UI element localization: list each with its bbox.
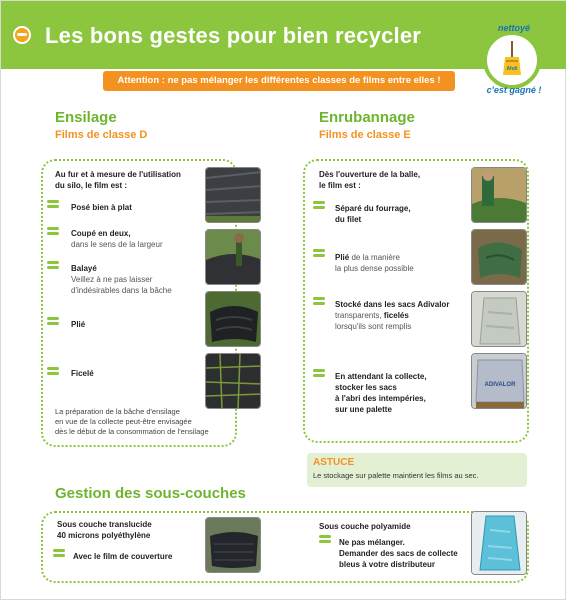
orange-circle-icon [13, 26, 31, 44]
photo-silage-folded [205, 291, 261, 347]
photo-film-folded [471, 229, 527, 285]
green-bullet-icon [319, 535, 331, 543]
enrubannage-intro [319, 169, 420, 191]
ensilage-item-3 [71, 263, 172, 296]
photo-silage-tied [205, 353, 261, 409]
ensilage-item-4-strong: Plié [71, 320, 86, 329]
green-bullet-icon [47, 200, 59, 208]
ensilage-intro-line-2: du silo, le film est : [55, 181, 128, 190]
ensilage-intro-line-1: Au fur et à mesure de l'utilisation [55, 170, 181, 179]
enrubannage-item-4 [335, 371, 427, 415]
enrubannage-item-1-line-2: du filet [335, 215, 362, 224]
sous-couche-right-line-1: Ne pas mélanger. [339, 538, 405, 547]
enrubannage-intro-line-1: Dès l'ouverture de la balle, [319, 170, 421, 179]
enrubannage-intro-line-2: le film est : [319, 181, 361, 190]
sous-couche-left-item [73, 551, 172, 562]
enrubannage-subtitle: Films de classe E [319, 129, 411, 141]
bag-label: ADIVALOR [484, 382, 516, 388]
green-bullet-icon [313, 369, 325, 377]
sous-couche-left-title [57, 519, 152, 541]
ensilage-item-3-light-2: d'indésirables dans la bâche [71, 286, 172, 295]
sous-couches-title: Gestion des sous-couches [55, 485, 246, 502]
green-bullet-icon [53, 549, 65, 557]
ensilage-item-4 [71, 319, 85, 330]
enrubannage-item-4-line-4: sur une palette [335, 405, 392, 414]
logo-bottom-text: c'est gagné ! [486, 85, 542, 95]
photo-adivalor-bag [471, 291, 527, 347]
photo-silage-film-flat [205, 167, 261, 223]
green-bullet-icon [47, 317, 59, 325]
ensilage-item-1 [71, 202, 132, 213]
enrubannage-item-1 [335, 203, 411, 225]
ensilage-item-2 [71, 228, 163, 250]
enrubannage-item-3 [335, 299, 449, 332]
ensilage-item-5 [71, 368, 94, 379]
photo-blue-collection-bag [471, 511, 527, 575]
nettoye-logo [477, 23, 545, 99]
sous-couche-right-line-2: Demander des sacs de collecte [339, 549, 458, 558]
enrubannage-item-2-light-2: la plus dense possible [335, 264, 414, 273]
ensilage-item-1-strong: Posé bien à plat [71, 203, 132, 212]
green-bullet-icon [313, 297, 325, 305]
broom-label: Ahdi [506, 66, 518, 72]
ensilage-note-line-1: La préparation de la bâche d'ensilage [55, 407, 180, 416]
enrubannage-item-2 [335, 252, 414, 274]
enrubannage-item-4-line-2: stocker les sacs [335, 383, 397, 392]
enrubannage-item-2-strong: Plié [335, 253, 350, 262]
ensilage-note-line-3: dès le début de la consommation de l'ensilage [55, 427, 209, 436]
photo-translucent-underlayer [205, 517, 261, 573]
astuce-box [307, 453, 527, 487]
ensilage-item-2-strong: Coupé en deux, [71, 229, 131, 238]
ensilage-item-3-light-1: Veillez à ne pas laisser [71, 275, 153, 284]
sous-couche-right-title: Sous couche polyamide [319, 522, 411, 531]
green-bullet-icon [47, 367, 59, 375]
ensilage-item-5-strong: Ficelé [71, 369, 94, 378]
page-title: Les bons gestes pour bien recycler [45, 23, 422, 48]
enrubannage-title: Enrubannage [319, 109, 415, 126]
photo-silage-cut [205, 229, 261, 285]
ensilage-note-line-2: en vue de la collecte peut-être envisagée [55, 417, 192, 426]
astuce-label: ASTUCE [313, 457, 355, 468]
enrubannage-item-3-strong: Stocké dans les sacs Adivalor [335, 300, 450, 309]
sous-couche-right-item [339, 537, 458, 570]
broom-icon [503, 41, 521, 75]
enrubannage-item-3-strong-b: ficelés [383, 311, 409, 320]
enrubannage-item-2-light-1: de la manière [349, 253, 400, 262]
logo-top-text: nettoyé [497, 23, 530, 33]
ensilage-item-3-strong: Balayé [71, 264, 97, 273]
enrubannage-item-4-line-3: à l'abri des intempéries, [335, 394, 426, 403]
green-bullet-icon [313, 249, 325, 257]
ensilage-item-2-light: dans le sens de la largeur [71, 240, 163, 249]
green-bullet-icon [47, 227, 59, 235]
photo-bale-opening [471, 167, 527, 223]
photo-bags-on-pallet [471, 353, 527, 409]
sous-couche-left-item-text: Avec le film de couverture [73, 552, 173, 561]
sous-couche-left-line-1: Sous couche translucide [57, 520, 152, 529]
astuce-text: Le stockage sur palette maintient les films au sec. [313, 471, 479, 480]
green-bullet-icon [47, 261, 59, 269]
ensilage-subtitle: Films de classe D [55, 129, 148, 141]
ensilage-intro [55, 169, 181, 191]
enrubannage-item-4-line-1: En attendant la collecte, [335, 372, 427, 381]
enrubannage-item-3-light-a: transparents, [335, 311, 384, 320]
ensilage-note [55, 407, 209, 437]
enrubannage-item-1-line-1: Séparé du fourrage, [335, 204, 411, 213]
warning-banner: Attention : ne pas mélanger les différentes classes de films entre elles ! [103, 71, 455, 91]
sous-couche-left-line-2: 40 microns polyéthylène [57, 531, 151, 540]
sous-couche-right-line-3: bleus à votre distributeur [339, 560, 436, 569]
enrubannage-item-3-light-c: lorsqu'ils sont remplis [335, 322, 412, 331]
ensilage-title: Ensilage [55, 109, 117, 126]
green-bullet-icon [313, 201, 325, 209]
